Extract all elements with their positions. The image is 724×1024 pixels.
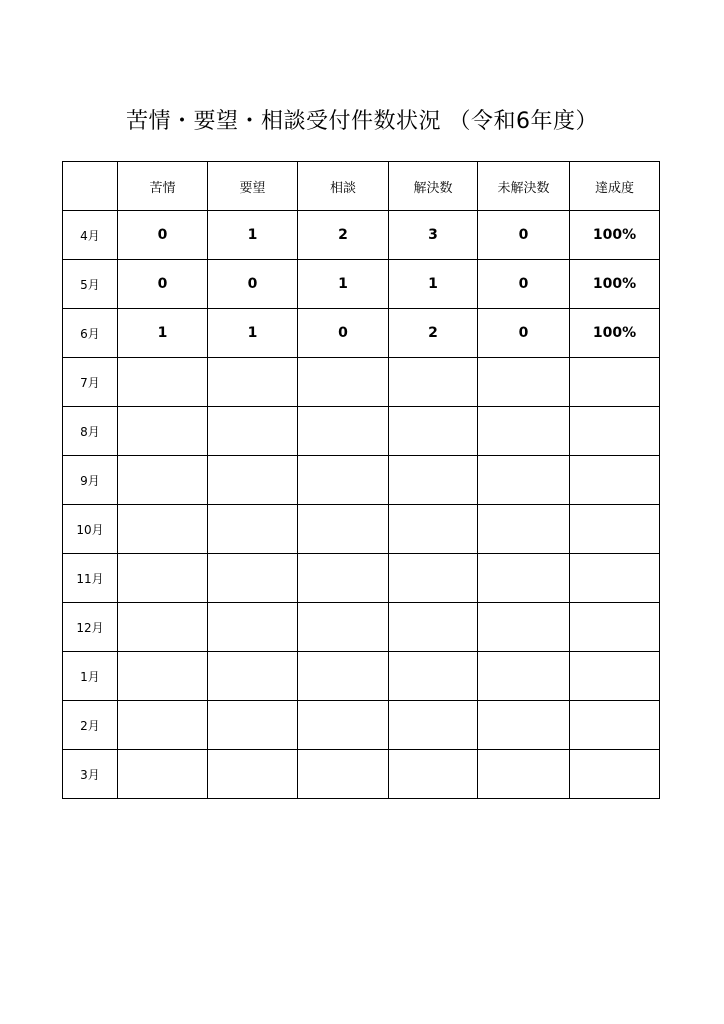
month-label: 7月 xyxy=(63,358,118,407)
header-corner-cell xyxy=(63,162,118,211)
cell-achievement-rate xyxy=(570,603,660,652)
cell-achievement-rate xyxy=(570,456,660,505)
cell-consultations: 1 xyxy=(298,260,389,309)
table-row xyxy=(63,260,660,309)
table-row xyxy=(63,603,660,652)
cell-achievement-rate xyxy=(570,750,660,799)
cell-complaints xyxy=(118,505,208,554)
cell-resolved: 2 xyxy=(389,309,478,358)
cell-unresolved xyxy=(478,358,570,407)
cell-consultations xyxy=(298,407,389,456)
cell-requests xyxy=(208,358,298,407)
cell-complaints xyxy=(118,652,208,701)
cell-achievement-rate xyxy=(570,652,660,701)
cell-achievement-rate xyxy=(570,505,660,554)
cell-consultations: 0 xyxy=(298,309,389,358)
month-label: 2月 xyxy=(63,701,118,750)
cell-unresolved xyxy=(478,456,570,505)
month-label: 12月 xyxy=(63,603,118,652)
cell-consultations xyxy=(298,456,389,505)
header-achievement-rate: 達成度 xyxy=(570,162,660,211)
month-label: 8月 xyxy=(63,407,118,456)
table-row xyxy=(63,407,660,456)
cell-complaints xyxy=(118,554,208,603)
cell-achievement-rate: 100% xyxy=(570,309,660,358)
cell-requests xyxy=(208,750,298,799)
header-unresolved: 未解決数 xyxy=(478,162,570,211)
month-label: 1月 xyxy=(63,652,118,701)
cell-complaints: 0 xyxy=(118,260,208,309)
cell-consultations xyxy=(298,750,389,799)
table-row xyxy=(63,309,660,358)
month-label: 3月 xyxy=(63,750,118,799)
cell-unresolved xyxy=(478,652,570,701)
month-label: 5月 xyxy=(63,260,118,309)
cell-consultations xyxy=(298,603,389,652)
header-resolved: 解決数 xyxy=(389,162,478,211)
cell-achievement-rate: 100% xyxy=(570,260,660,309)
cell-requests xyxy=(208,554,298,603)
cell-consultations xyxy=(298,701,389,750)
cell-resolved xyxy=(389,358,478,407)
header-row xyxy=(63,162,660,211)
cell-unresolved: 0 xyxy=(478,211,570,260)
cell-unresolved xyxy=(478,701,570,750)
header-requests: 要望 xyxy=(208,162,298,211)
cell-consultations xyxy=(298,505,389,554)
table-row xyxy=(63,505,660,554)
cell-resolved xyxy=(389,603,478,652)
header-complaints: 苦情 xyxy=(118,162,208,211)
table-row xyxy=(63,750,660,799)
cell-complaints: 1 xyxy=(118,309,208,358)
cell-complaints xyxy=(118,701,208,750)
cell-resolved xyxy=(389,701,478,750)
header-consultations: 相談 xyxy=(298,162,389,211)
cell-consultations xyxy=(298,652,389,701)
cell-achievement-rate xyxy=(570,407,660,456)
cell-resolved xyxy=(389,554,478,603)
cell-unresolved xyxy=(478,603,570,652)
month-label: 4月 xyxy=(63,211,118,260)
cell-complaints xyxy=(118,456,208,505)
cell-complaints xyxy=(118,358,208,407)
cell-unresolved: 0 xyxy=(478,309,570,358)
cell-complaints xyxy=(118,750,208,799)
cell-requests xyxy=(208,505,298,554)
month-label: 9月 xyxy=(63,456,118,505)
cell-resolved xyxy=(389,505,478,554)
cell-requests: 1 xyxy=(208,309,298,358)
cell-complaints xyxy=(118,407,208,456)
cell-unresolved xyxy=(478,554,570,603)
cell-requests: 1 xyxy=(208,211,298,260)
month-label: 6月 xyxy=(63,309,118,358)
cell-complaints: 0 xyxy=(118,211,208,260)
table-row xyxy=(63,652,660,701)
table-row xyxy=(63,456,660,505)
cell-resolved xyxy=(389,407,478,456)
month-label: 11月 xyxy=(63,554,118,603)
cell-requests xyxy=(208,701,298,750)
cell-achievement-rate: 100% xyxy=(570,211,660,260)
cell-unresolved xyxy=(478,505,570,554)
complaints-status-table xyxy=(62,161,660,799)
cell-consultations xyxy=(298,358,389,407)
cell-resolved: 1 xyxy=(389,260,478,309)
cell-unresolved xyxy=(478,750,570,799)
cell-consultations: 2 xyxy=(298,211,389,260)
page-title: 苦情・要望・相談受付件数状況 （令和6年度） xyxy=(126,109,598,134)
cell-requests xyxy=(208,456,298,505)
table-row xyxy=(63,554,660,603)
cell-resolved xyxy=(389,750,478,799)
cell-complaints xyxy=(118,603,208,652)
cell-unresolved xyxy=(478,407,570,456)
cell-achievement-rate xyxy=(570,554,660,603)
month-label: 10月 xyxy=(63,505,118,554)
cell-resolved xyxy=(389,456,478,505)
cell-resolved: 3 xyxy=(389,211,478,260)
cell-consultations xyxy=(298,554,389,603)
cell-resolved xyxy=(389,652,478,701)
cell-requests xyxy=(208,603,298,652)
cell-unresolved: 0 xyxy=(478,260,570,309)
table-row xyxy=(63,358,660,407)
table-row xyxy=(63,701,660,750)
cell-requests xyxy=(208,652,298,701)
cell-achievement-rate xyxy=(570,358,660,407)
table-row xyxy=(63,211,660,260)
cell-requests xyxy=(208,407,298,456)
cell-requests: 0 xyxy=(208,260,298,309)
cell-achievement-rate xyxy=(570,701,660,750)
